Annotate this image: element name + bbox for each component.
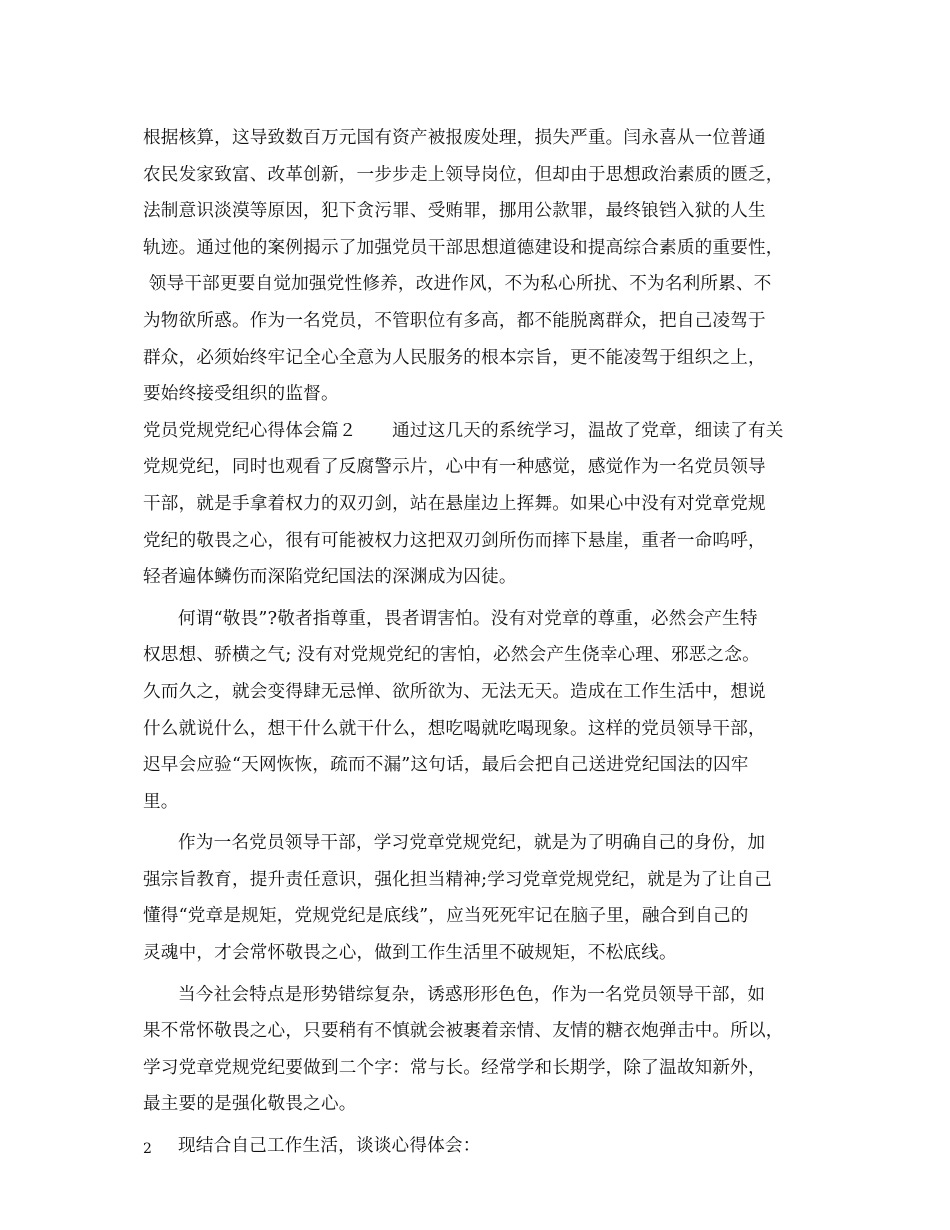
text-line: 里。 [143, 791, 179, 812]
text-line: 学习党章党规党纪要做到二个字：常与长。经常学和长期学，除了温故知新外， [143, 1057, 766, 1078]
paragraph-first-line: 当今社会特点是形势错综复杂，诱惑形形色色，作为一名党员领导干部，如 [178, 984, 766, 1005]
section-heading-line: 党员党规党纪心得体会篇２ 通过这几天的系统学习，温故了党章，细读了有关 [143, 420, 784, 441]
text-line: 懂得“党章是规矩，党规党纪是底线”，应当死死牢记在脑子里，融合到自己的 [143, 906, 749, 927]
text-line: 党规党纪，同时也观看了反腐警示片，心中有一种感觉，感觉作为一名党员领导 [143, 457, 766, 478]
paragraph-first-line: 作为一名党员领导干部，学习党章党规党纪，就是为了明确自己的身份，加 [178, 833, 766, 854]
text-line: 轻者遍体鳞伤而深陷党纪国法的深渊成为囚徒。 [143, 567, 517, 588]
text-line: 要始终接受组织的监督。 [143, 384, 339, 405]
text-line: 权思想、骄横之气; 没有对党规党纪的害怕，必然会产生侥幸心理、邪恶之念。 [143, 645, 760, 666]
text-line: 党纪的敬畏之心，很有可能被权力这把双刃剑所伤而摔下悬崖，重者一命呜呼， [143, 530, 766, 551]
text-line: 久而久之，就会变得肆无忌惮、欲所欲为、无法无天。造成在工作生活中，想说 [143, 681, 766, 702]
paragraph-first-line: 现结合自己工作生活，谈谈心得体会： [178, 1136, 481, 1157]
text-line: 领导干部更要自觉加强党性修养，改进作风，不为私心所扰、不为名利所累、不 [143, 274, 772, 295]
text-line: 灵魂中，才会常怀敬畏之心，做到工作生活里不破规矩，不松底线。 [143, 943, 677, 964]
text-line: 为物欲所惑。作为一名党员，不管职位有多高，都不能脱离群众，把自己凌驾于 [143, 310, 766, 331]
text-line: 最主要的是强化敬畏之心。 [143, 1094, 357, 1115]
text-line: 什么就说什么，想干什么就干什么，想吃喝就吃喝现象。这样的党员领导干部， [143, 718, 766, 739]
text-line: 干部，就是手拿着权力的双刃剑，站在悬崖边上挥舞。如果心中没有对党章党规 [143, 493, 766, 514]
text-line: 根据核算，这导致数百万元国有资产被报废处理，损失严重。闫永喜从一位普通 [143, 128, 766, 148]
text-line: 农民发家致富、改革创新，一步步走上领导岗位，但却由于思想政治素质的匮乏， [143, 164, 784, 185]
text-line: 法制意识淡漠等原因，犯下贪污罪、受贿罪，挪用公款罪，最终锒铛入狱的人生 [143, 201, 766, 222]
text-line: 群众，必须始终牢记全心全意为人民服务的根本宗旨，更不能凌驾于组织之上， [143, 347, 766, 368]
text-line: 迟早会应验“天网恢恢，疏而不漏”这句话，最后会把自己送进党纪国法的囚牢 [143, 755, 749, 776]
body-text [143, 120, 811, 1165]
text-line: 轨迹。通过他的案例揭示了加强党员干部思想道德建设和提高综合素质的重要性， [143, 237, 784, 258]
paragraph-first-line: 何谓“敬畏”?敬者指尊重，畏者谓害怕。没有对党章的尊重，必然会产生特 [178, 608, 758, 629]
text-line: 强宗旨教育，提升责任意识，强化担当精神;学习党章党规党纪，就是为了让自己 [143, 869, 772, 890]
page-number: 2 [143, 1141, 152, 1157]
text-line: 果不常怀敬畏之心，只要稍有不慎就会被裹着亲情、友情的糖衣炮弹击中。所以， [143, 1021, 784, 1042]
